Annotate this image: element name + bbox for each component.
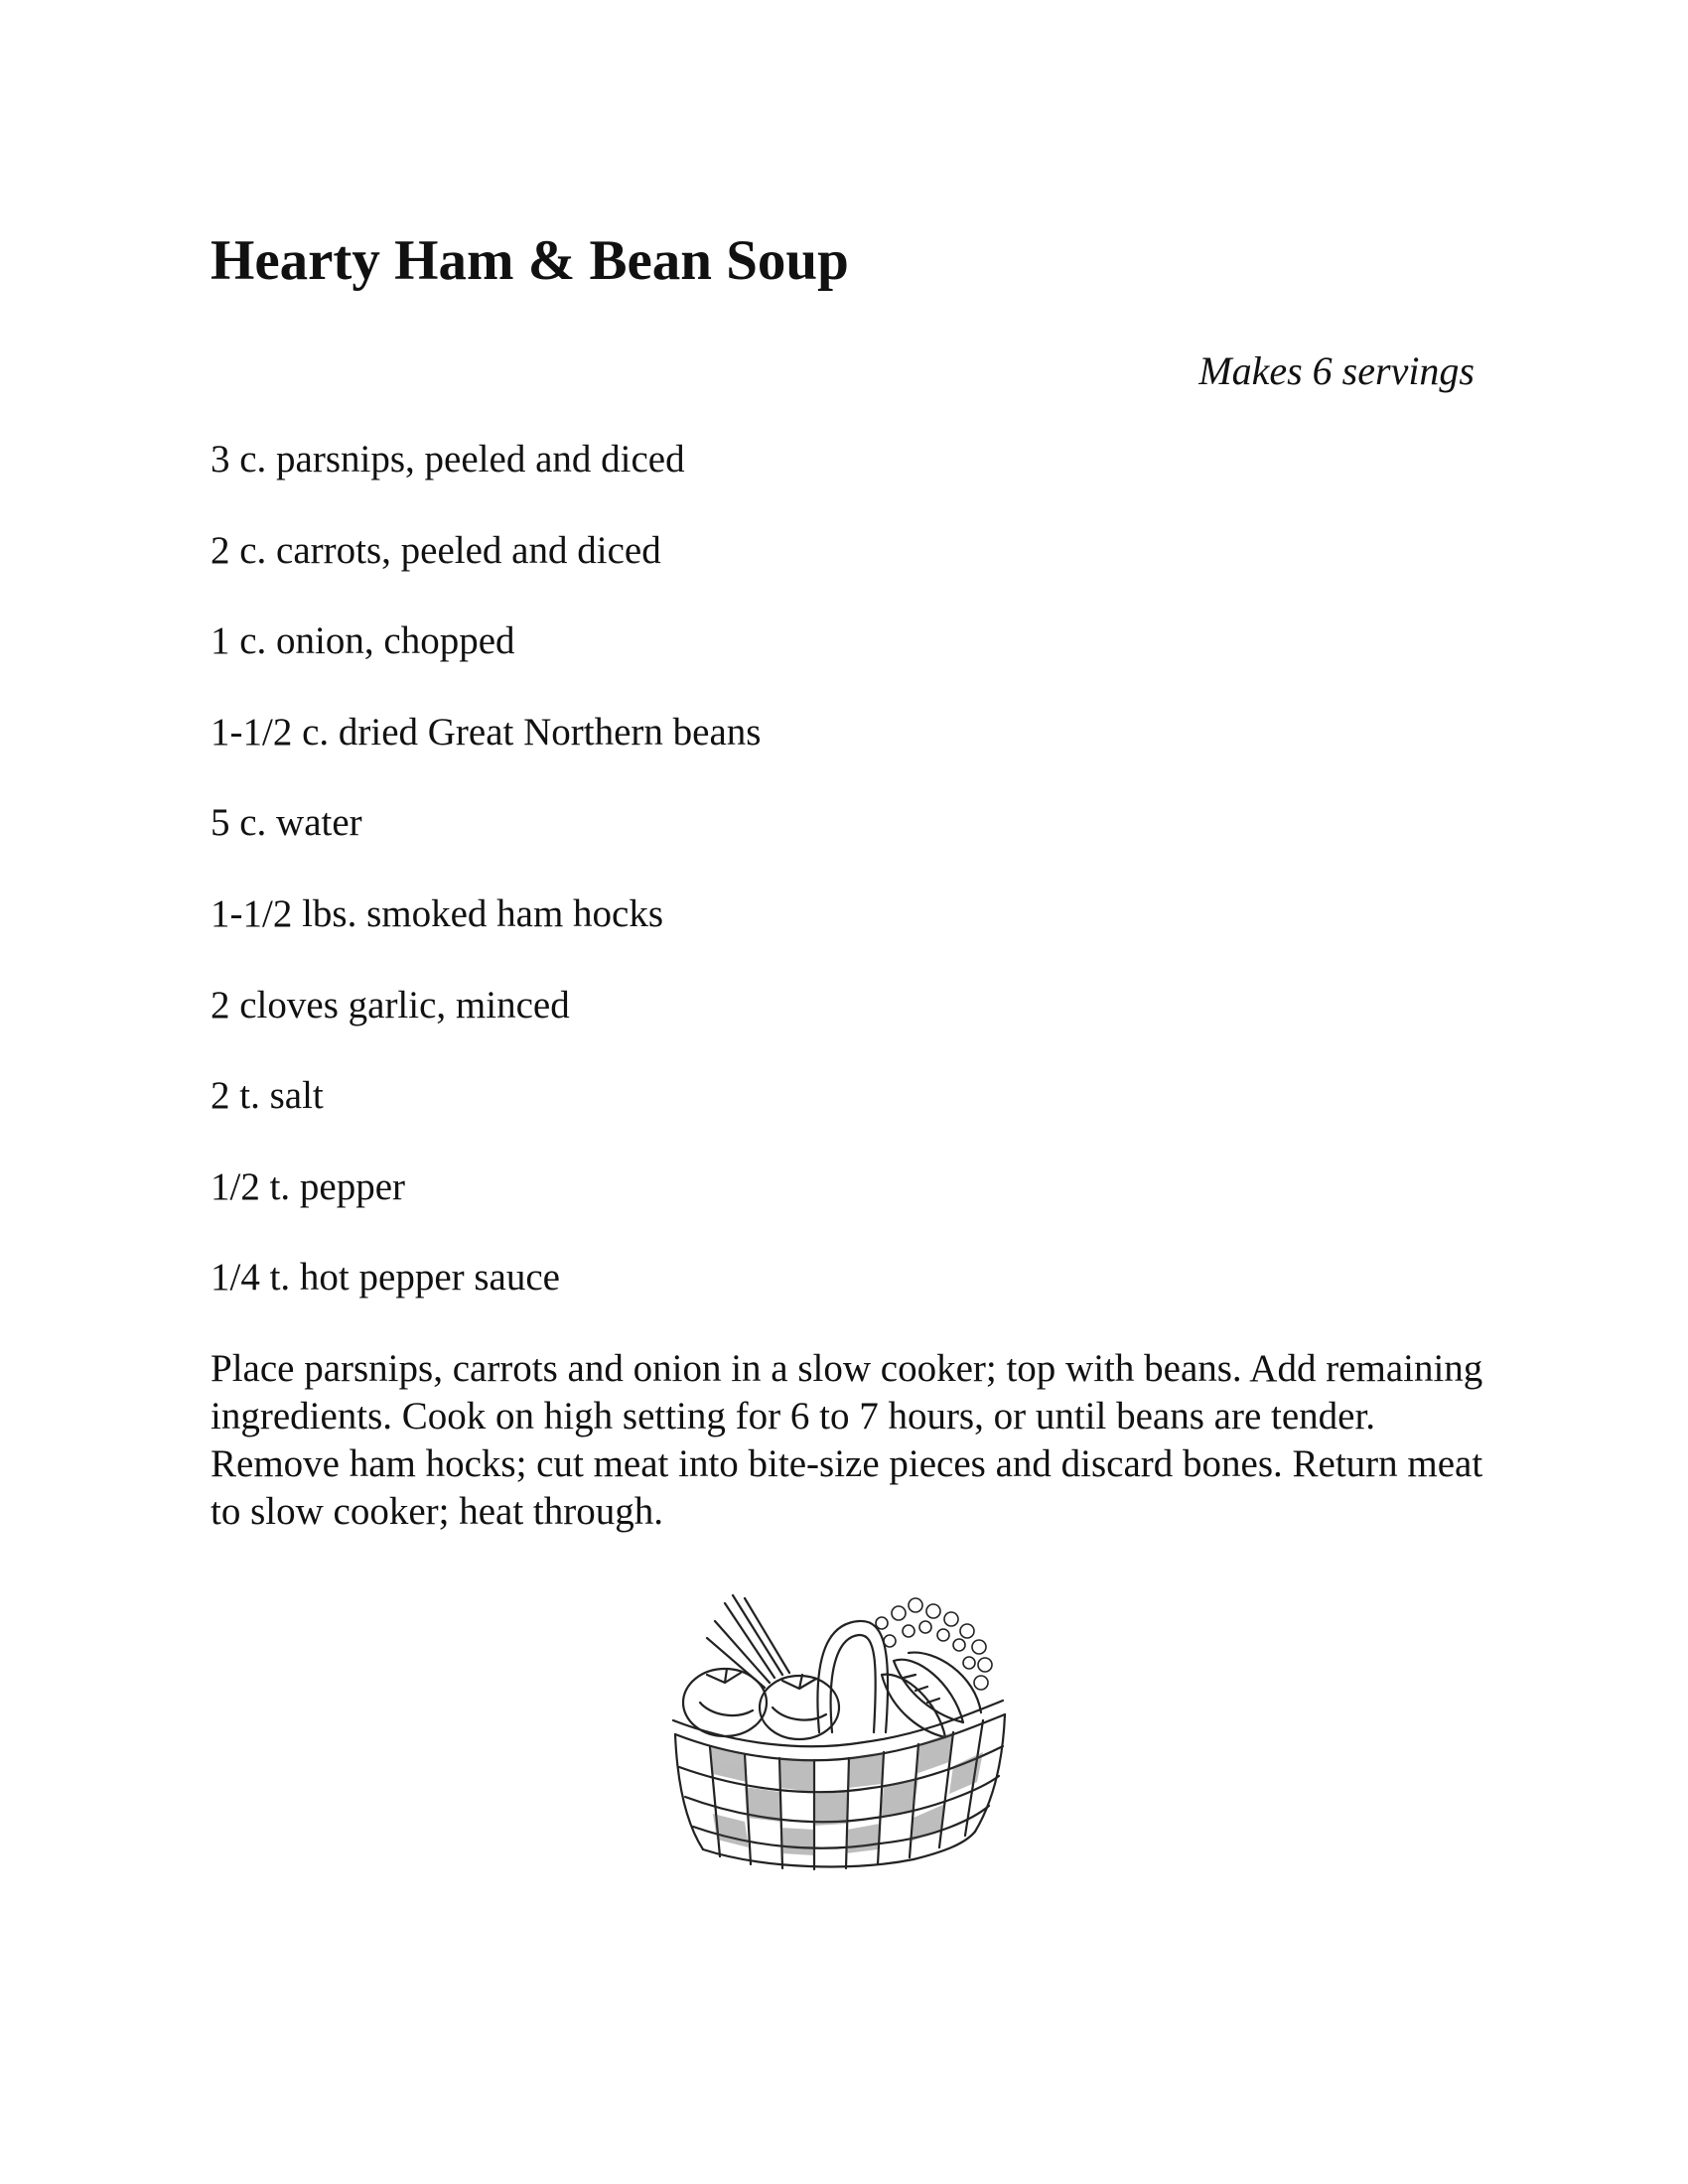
ingredient-item: 2 c. carrots, peeled and diced xyxy=(211,528,661,572)
directions-paragraph: Place parsnips, carrots and onion in a slow cooker; top with beans. Add remaining ingredients. Cook on high setting for 6 to 7 hours, or until beans are tender. Remove ham hocks; cut meat into bite-size pieces and discard bones. Return meat to slow cooker; heat through. xyxy=(211,1347,1483,1533)
ingredient-item: 2 t. salt xyxy=(211,1074,324,1118)
ingredient-item: 3 c. parsnips, peeled and diced xyxy=(211,438,685,480)
ingredient-item: 1-1/2 c. dried Great Northern beans xyxy=(211,710,762,753)
ingredient-list xyxy=(211,437,761,1346)
recipe-title: Hearty Ham & Bean Soup xyxy=(211,229,849,292)
servings-note: Makes 6 servings xyxy=(1198,348,1475,393)
ingredient-item: 1/2 t. pepper xyxy=(211,1164,406,1208)
ingredient-item: 1 c. onion, chopped xyxy=(211,619,515,663)
ingredient-item: 1/4 t. hot pepper sauce xyxy=(211,1256,560,1299)
ingredient-item: 2 cloves garlic, minced xyxy=(211,983,570,1026)
ingredient-item: 1-1/2 lbs. smoked ham hocks xyxy=(211,891,664,935)
ingredient-item: 5 c. water xyxy=(211,801,362,845)
vegetable-basket-icon xyxy=(655,1583,1033,1871)
